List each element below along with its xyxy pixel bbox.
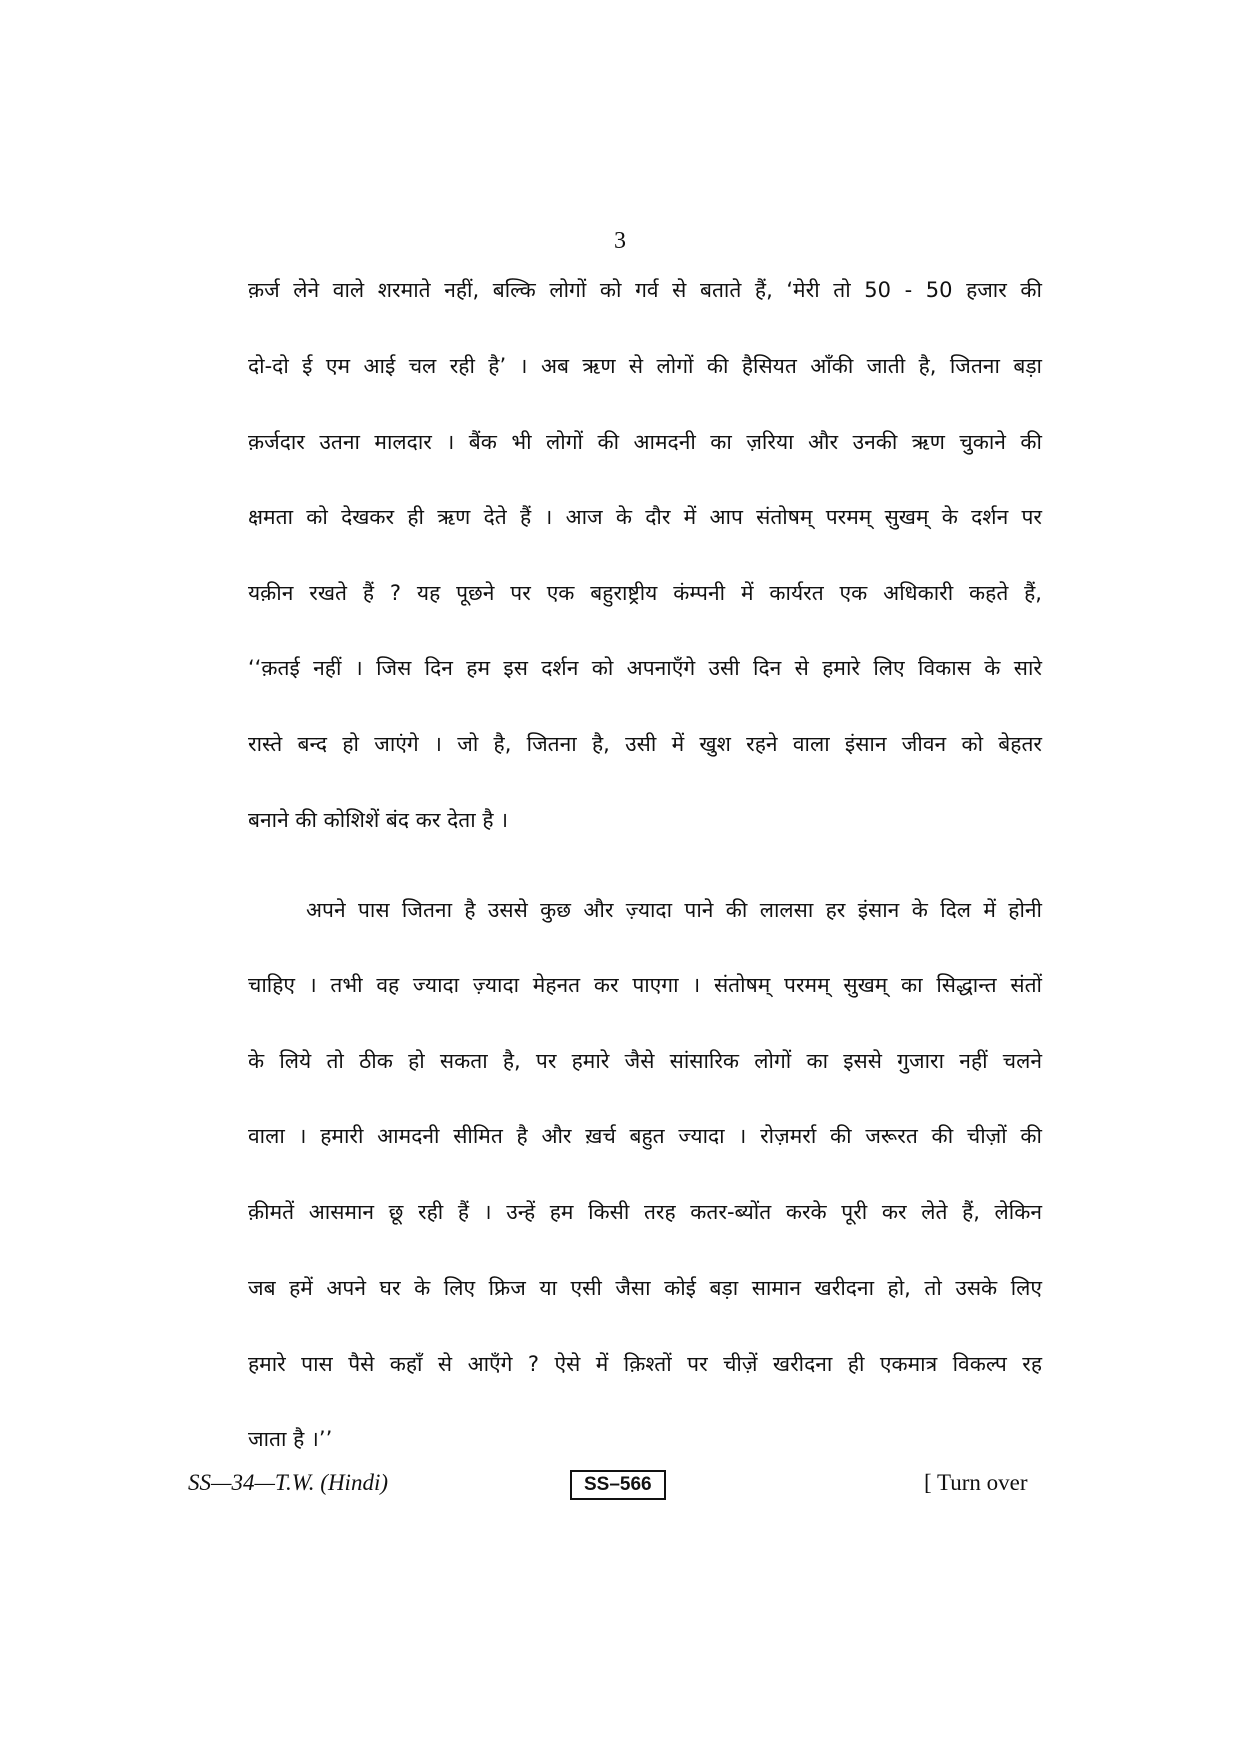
text-line: क़ीमतें आसमान छू रही हैं । उन्हें हम किसी तरह कतर-ब्योंत करके पूरी कर लेते हैं, लेकिन: [248, 1200, 1042, 1224]
text-line: ‘‘क़तई नहीं । जिस दिन हम इस दर्शन को अपनाएँगे उसी दिन से हमारे लिए विकास के सारे: [248, 656, 1042, 680]
text-line: हमारे पास पैसे कहाँ से आएँगे ? ऐसे में क़िश्तों पर चीज़ें खरीदना ही एकमात्र विकल्प रह: [248, 1352, 1042, 1376]
page-number: 3: [614, 228, 626, 254]
footer-series-box: SS–566: [570, 1470, 666, 1500]
text-line: वाला । हमारी आमदनी सीमित है और ख़र्च बहुत ज्यादा । रोज़मर्रा की जरूरत की चीज़ों की: [248, 1124, 1042, 1148]
text-line: रास्ते बन्द हो जाएंगे । जो है, जितना है, उसी में खुश रहने वाला इंसान जीवन को बेहतर: [248, 732, 1042, 756]
text-line: बनाने की कोशिशें बंद कर देता है ।: [248, 808, 509, 832]
text-line: यक़ीन रखते हैं ? यह पूछने पर एक बहुराष्ट्रीय कंम्पनी में कार्यरत एक अधिकारी कहते हैं,: [248, 581, 1042, 605]
text-line: क़र्जदार उतना मालदार । बैंक भी लोगों की आमदनी का ज़रिया और उनकी ऋण चुकाने की: [248, 430, 1042, 454]
turn-over-note: [ Turn over: [924, 1470, 1028, 1495]
text-line: चाहिए । तभी वह ज्यादा ज़्यादा मेहनत कर पाएगा । संतोषम् परमम् सुखम् का सिद्धान्त संतों: [248, 973, 1042, 997]
text-line: जब हमें अपने घर के लिए फ्रिज या एसी जैसा कोई बड़ा सामान खरीदना हो, तो उसके लिए: [248, 1276, 1042, 1300]
footer-paper-code: SS—34—T.W. (Hindi): [188, 1470, 388, 1495]
text-line: दो-दो ई एम आई चल रही है’ । अब ऋण से लोगों की हैसियत आँकी जाती है, जितना बड़ा: [248, 354, 1042, 378]
text-line: जाता है ।’’: [248, 1427, 333, 1451]
text-line: क़र्ज लेने वाले शरमाते नहीं, बल्कि लोगों को गर्व से बताते हैं, ‘मेरी तो 50 - 50 हजार की: [248, 278, 1042, 302]
text-line: अपने पास जितना है उससे कुछ और ज़्यादा पाने की लालसा हर इंसान के दिल में होनी: [306, 898, 1042, 922]
text-line: क्षमता को देखकर ही ऋण देते हैं । आज के दौर में आप संतोषम् परमम् सुखम् के दर्शन पर: [248, 505, 1042, 529]
text-line: के लिये तो ठीक हो सकता है, पर हमारे जैसे सांसारिक लोगों का इससे गुजारा नहीं चलने: [248, 1049, 1042, 1073]
